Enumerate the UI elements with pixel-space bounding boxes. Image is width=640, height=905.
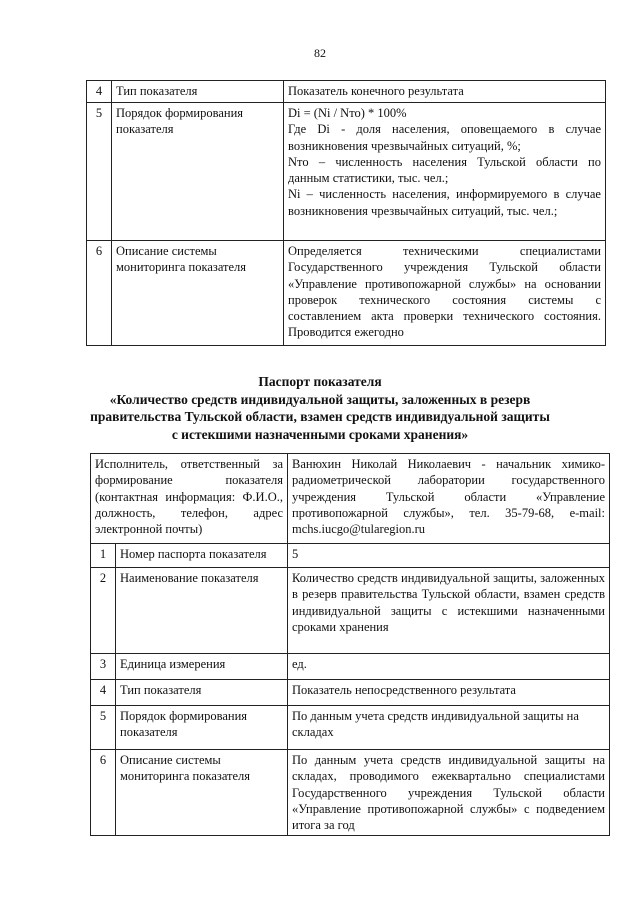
passport-table — [90, 453, 610, 836]
passport-subtitle-line: правительства Тульской области, взамен средств индивидуальной защиты — [90, 409, 550, 425]
row-label: Номер паспорта показателя — [116, 544, 288, 568]
executor-value: Ванюхин Николай Николаевич - начальник химико-радиометрической лаборатории государственного учреждения Тульской области «Управление противопожарной службы», тел. 35-79-68, e-mail: mchs.iucgo@tularegion.ru — [288, 454, 610, 544]
row-label: Тип показателя — [116, 680, 288, 706]
row-number: 4 — [91, 680, 116, 706]
table-row — [91, 680, 610, 706]
table-row — [91, 544, 610, 568]
row-value: 5 — [288, 544, 610, 568]
page-number: 82 — [314, 46, 326, 60]
row-number: 2 — [91, 568, 116, 654]
executor-label: Исполнитель, ответственный за формирование показателя (контактная информация: Ф.И.О., должность, телефон, адрес электронной почты) — [91, 454, 288, 544]
passport-subtitle-line: с истекшими назначенными сроками хранения» — [171, 426, 469, 442]
table-row — [91, 568, 610, 654]
table-row — [91, 750, 610, 836]
row-number: 3 — [91, 654, 116, 680]
row-label: Описание системы мониторинга показателя — [116, 750, 288, 836]
row-number: 6 — [91, 750, 116, 836]
table-row — [87, 103, 606, 241]
row-value: Количество средств индивидуальной защиты, заложенных в резерв правительства Тульской области, взамен средств индивидуальной защиты с истекшими назначенными сроками хранения — [288, 568, 610, 654]
row-value: Показатель конечного результата — [284, 81, 606, 103]
passport-title — [40, 373, 600, 443]
row-label: Тип показателя — [112, 81, 284, 103]
row-number: 4 — [87, 81, 112, 103]
row-value: Показатель непосредственного результата — [288, 680, 610, 706]
row-label: Порядок формирования показателя — [116, 706, 288, 750]
row-value: Di = (Ni / Nто) * 100% Где Di - доля населения, оповещаемого в случае возникновения чрезвычайных ситуаций, %; Nто – численность населения Тульской области по данным статистики, тыс. чел.; Ni – численность населения, информируемого в случае возникновения чрезвычайных ситуаций, тыс. чел.; — [284, 103, 606, 241]
row-number: 1 — [91, 544, 116, 568]
row-label: Наименование показателя — [116, 568, 288, 654]
table-row — [91, 706, 610, 750]
table-row — [87, 241, 606, 346]
table-row — [91, 654, 610, 680]
row-label: Единица измерения — [116, 654, 288, 680]
indicator-table-continued — [86, 80, 606, 346]
row-number: 5 — [87, 103, 112, 241]
row-number: 5 — [91, 706, 116, 750]
row-value: По данным учета средств индивидуальной защиты на складах — [288, 706, 610, 750]
passport-subtitle-line: «Количество средств индивидуальной защиты, заложенных в резерв — [109, 391, 531, 407]
passport-heading: Паспорт показателя — [258, 374, 382, 389]
table-row — [87, 81, 606, 103]
executor-row — [91, 454, 610, 544]
row-value: Определяется техническими специалистами Государственного учреждения Тульской области «Управление противопожарной службы» на основании проверок технического состояния системы с составлением акта проверки технического состояния. Проводится ежегодно — [284, 241, 606, 346]
row-value: По данным учета средств индивидуальной защиты на складах, проводимого ежеквартально специалистами Государственного учреждения Тульской области «Управление противопожарной службы» с подведением итога за год — [288, 750, 610, 836]
row-label: Порядок формирования показателя — [112, 103, 284, 241]
row-number: 6 — [87, 241, 112, 346]
row-label: Описание системы мониторинга показателя — [112, 241, 284, 346]
row-value: ед. — [288, 654, 610, 680]
